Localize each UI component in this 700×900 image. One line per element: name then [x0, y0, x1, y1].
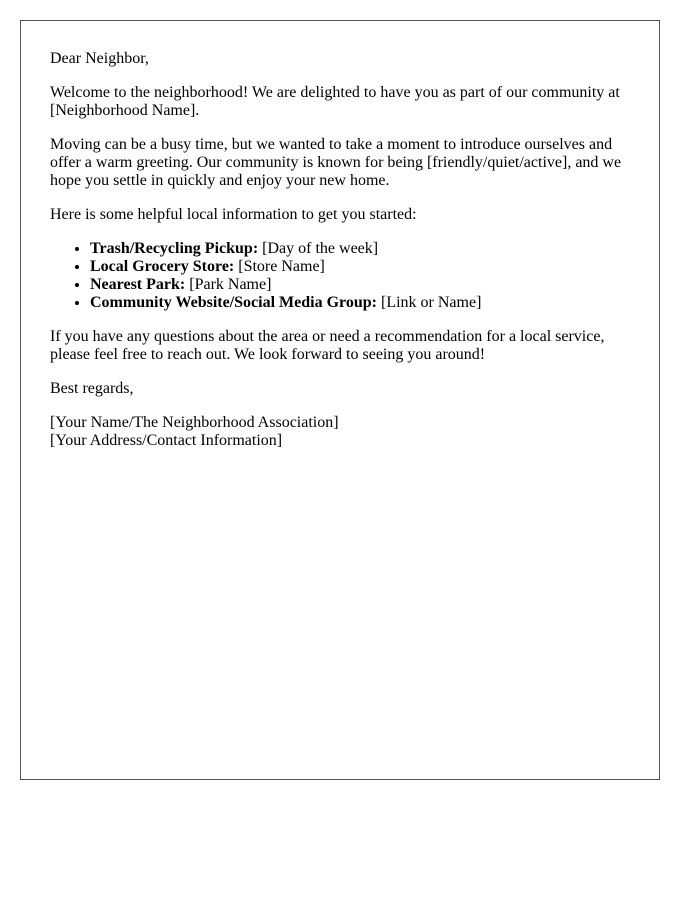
- info-label: Community Website/Social Media Group:: [90, 294, 377, 311]
- signature-contact: [Your Address/Contact Information]: [50, 432, 283, 449]
- signature-name: [Your Name/The Neighborhood Association]: [50, 414, 339, 431]
- list-item: [90, 240, 631, 258]
- list-item: [90, 294, 631, 312]
- list-item: [90, 258, 631, 276]
- intro-paragraph: Moving can be a busy time, but we wanted to take a moment to introduce ourselves and offer a warm greeting. Our community is known for being [friendly/quiet/active], and we hope you settle in quickly and enjoy your new home.: [50, 136, 622, 189]
- sign-off: Best regards,: [50, 380, 134, 397]
- local-info-list: [50, 240, 631, 312]
- info-label: Nearest Park:: [90, 276, 186, 293]
- welcome-paragraph: Welcome to the neighborhood! We are delighted to have you as part of our community at [Neighborhood Name].: [50, 84, 620, 119]
- signature-block: [50, 414, 631, 450]
- list-item: [90, 276, 631, 294]
- info-value: [Link or Name]: [376, 294, 482, 311]
- letter-page: [20, 20, 660, 780]
- info-value: [Day of the week]: [258, 240, 379, 257]
- info-intro-paragraph: Here is some helpful local information to get you started:: [50, 206, 417, 223]
- closing-paragraph: If you have any questions about the area or need a recommendation for a local service, please feel free to reach out. We look forward to seeing you around!: [50, 328, 605, 363]
- info-label: Trash/Recycling Pickup:: [90, 240, 259, 257]
- info-value: [Park Name]: [185, 276, 272, 293]
- salutation: Dear Neighbor,: [50, 50, 149, 67]
- info-value: [Store Name]: [234, 258, 325, 275]
- info-label: Local Grocery Store:: [90, 258, 235, 275]
